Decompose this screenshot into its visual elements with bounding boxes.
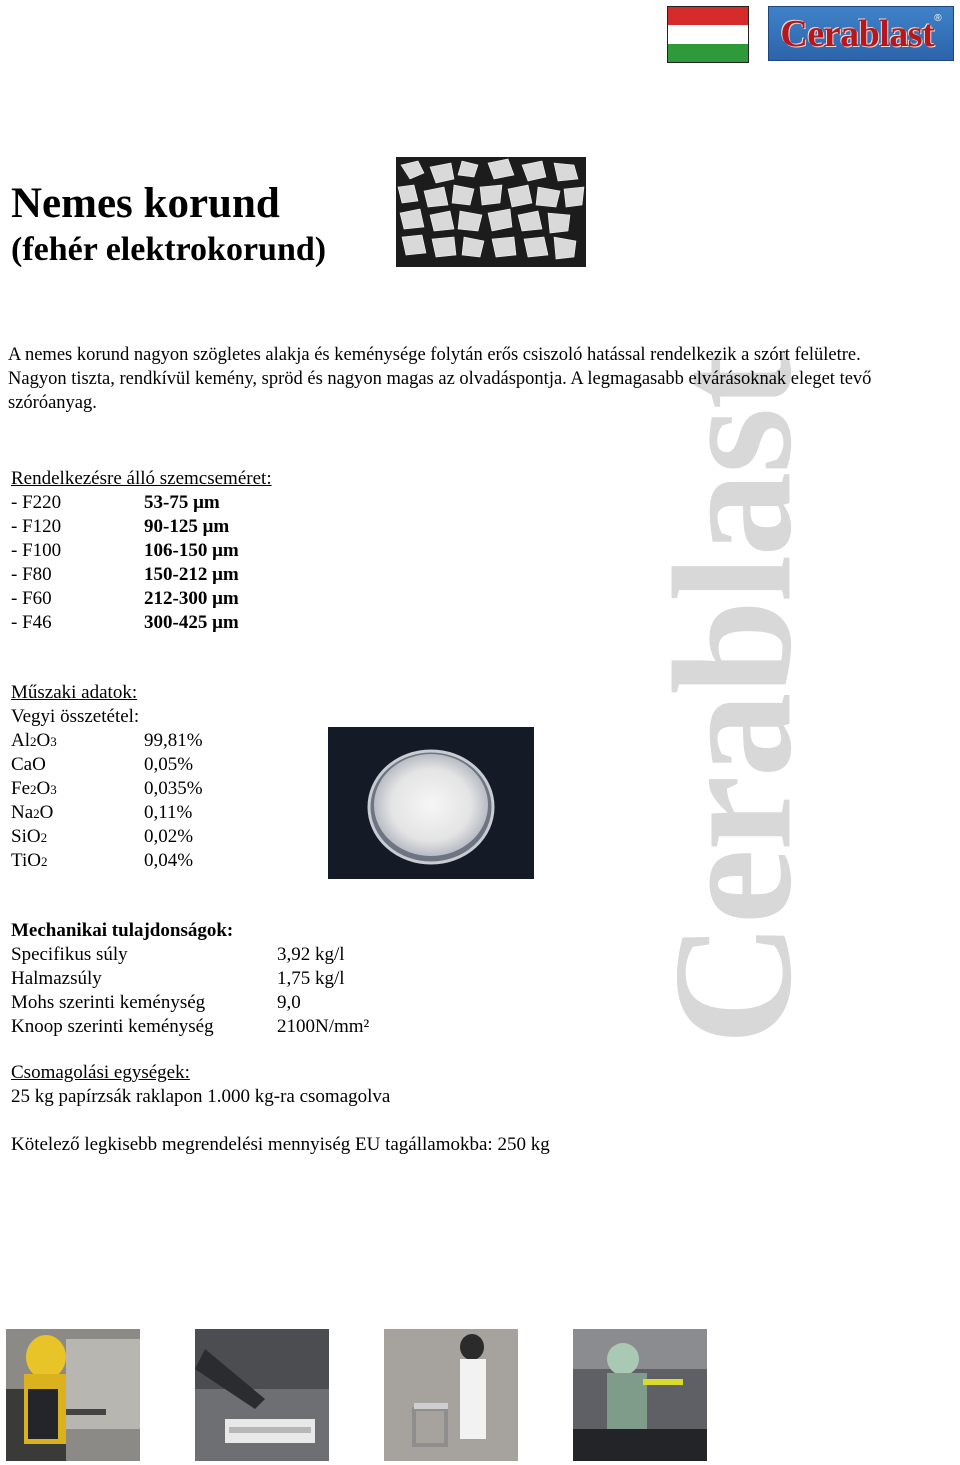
logo-text: Cerablast (780, 12, 935, 55)
chemical-formula (11, 753, 46, 777)
chemical-percentage: 0,05% (144, 754, 194, 775)
chemical-formula (11, 801, 53, 826)
mechanical-property-value: 1,75 kg/l (277, 968, 345, 989)
sandblasting-photo-1 (6, 1329, 140, 1461)
corundum-powder-image (328, 727, 534, 879)
grain-size-value: 150-212 μm (144, 564, 239, 585)
chemical-composition-heading: Vegyi összetétel: (11, 706, 140, 727)
formula-subscript: 3 (50, 734, 57, 749)
packaging-heading: Csomagolási egységek: (11, 1062, 190, 1083)
grain-size-name: - F120 (11, 516, 62, 537)
sandblasting-photo-2 (195, 1329, 329, 1461)
formula-part: CaO (11, 754, 46, 775)
mechanical-property-name: Specifikus súly (11, 944, 128, 965)
mechanical-property-name: Knoop szerinti keménység (11, 1016, 214, 1037)
grain-size-value: 300-425 μm (144, 612, 239, 633)
mechanical-property-value: 3,92 kg/l (277, 944, 345, 965)
packaging-text: 25 kg papírzsák raklapon 1.000 kg-ra csomagolva (11, 1086, 391, 1107)
chemical-percentage: 0,11% (144, 802, 193, 823)
formula-subscript: 2 (40, 854, 48, 869)
chemical-formula (11, 729, 57, 754)
formula-subscript: 2 (30, 734, 37, 749)
mechanical-property-value: 2100N/mm² (277, 1016, 370, 1037)
intro-paragraph: A nemes korund nagyon szögletes alakja és keménysége folytán erős csiszoló hatással rendelkezik a szórt felületre. Nagyon tiszta, rendkívül kemény, spröd és nagyon magas az olvadáspontja. A legmagasabb elvárásoknak eleget tevő szóróanyag. (8, 345, 872, 413)
chemical-formula (11, 849, 47, 874)
corundum-crystals-image (396, 157, 586, 267)
mechanical-property-name: Halmazsúly (11, 968, 102, 989)
page-title: Nemes korund (11, 180, 280, 227)
grain-size-name: - F220 (11, 492, 62, 513)
chemical-percentage: 0,02% (144, 826, 194, 847)
formula-part: Na (11, 802, 34, 823)
sandblasting-photo-4 (573, 1329, 707, 1461)
chemical-percentage: 99,81% (144, 730, 203, 751)
grain-size-name: - F46 (11, 612, 52, 633)
chemical-formula (11, 777, 57, 802)
minimum-order-text: Kötelező legkisebb megrendelési mennyiség EU tagállamokba: 250 kg (11, 1134, 550, 1155)
chemical-percentage: 0,04% (144, 850, 194, 871)
mechanical-property-value: 9,0 (277, 992, 301, 1013)
sandblasting-photo-3 (384, 1329, 518, 1461)
logo-registered-mark: ® (934, 13, 942, 24)
grain-size-value: 106-150 μm (144, 540, 239, 561)
tech-heading: Műszaki adatok: (11, 682, 138, 703)
grain-heading: Rendelkezésre álló szemcseméret: (11, 468, 272, 489)
formula-subscript: 3 (50, 782, 57, 797)
cerablast-logo (768, 6, 954, 61)
mech-heading: Mechanikai tulajdonságok: (11, 920, 234, 941)
formula-subscript: 2 (33, 806, 40, 821)
page-subtitle: (fehér elektrokorund) (11, 231, 327, 268)
grain-size-name: - F80 (11, 564, 52, 585)
grain-size-name: - F60 (11, 588, 52, 609)
formula-part: Al (11, 730, 30, 751)
grain-size-name: - F100 (11, 540, 62, 561)
formula-part: O (39, 802, 54, 823)
chemical-formula (11, 825, 47, 850)
watermark-text: Cerablast (638, 354, 827, 1046)
mechanical-property-name: Mohs szerinti keménység (11, 992, 206, 1013)
formula-part: O (36, 730, 51, 751)
formula-part: O (36, 778, 51, 799)
formula-part: TiO (11, 850, 41, 871)
formula-subscript: 2 (30, 782, 37, 797)
grain-size-value: 212-300 μm (144, 588, 239, 609)
chemical-percentage: 0,035% (144, 778, 203, 799)
grain-size-value: 53-75 μm (144, 492, 220, 513)
grain-size-value: 90-125 μm (144, 516, 230, 537)
formula-part: Fe (11, 778, 30, 799)
formula-subscript: 2 (40, 830, 48, 845)
hungarian-flag-icon (667, 6, 749, 63)
formula-part: SiO (11, 826, 41, 847)
